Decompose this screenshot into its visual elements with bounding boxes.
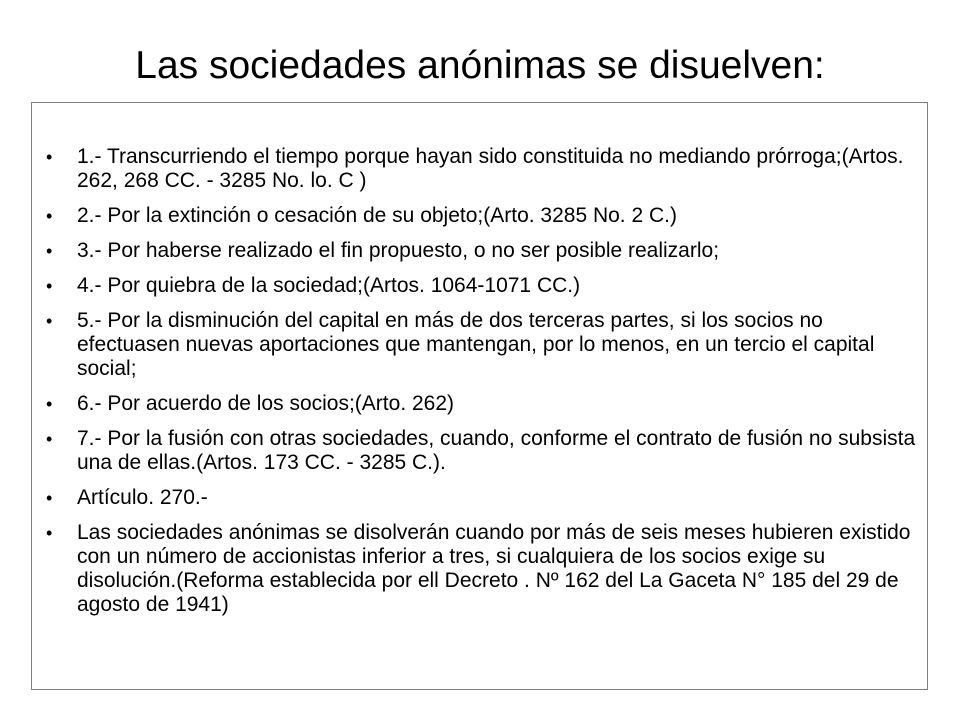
bullet-dot: • [46,276,53,296]
list-item-text: 2.- Por la extinción o cesación de su objeto;(Arto. 3285 No. 2 C.) [77,204,677,227]
list-item-text: 5.- Por la disminución del capital en más de dos terceras partes, si los socios no efectuasen nuevas aportaciones que mantengan, por lo menos, en un tercio el capital social; [77,309,875,380]
list-item [45,239,917,263]
list-item [45,309,917,381]
list-item [45,274,917,298]
bullet-dot: • [46,488,53,508]
bullet-dot: • [46,241,53,261]
list-item-text: 6.- Por acuerdo de los socios;(Arto. 262) [77,392,455,415]
list-item-text: 1.- Transcurriendo el tiempo porque hayan sido constituida no mediando prórroga;(Artos. 262, 268 CC. - 3285 No. lo. C ) [77,145,904,192]
bullet-dot: • [46,429,53,449]
list-item-text: 7.- Por la fusión con otras sociedades, cuando, conforme el contrato de fusión no subsista una de ellas.(Artos. 173 CC. - 3285 C.). [77,427,916,474]
bullet-dot: • [46,311,53,331]
list-item [45,486,917,510]
list-item [45,145,917,193]
content-box [31,102,928,690]
list-item [45,392,917,416]
list-item [45,204,917,228]
list-item [45,521,917,617]
list-item [45,427,917,475]
bullet-list [45,145,917,628]
slide-title: Las sociedades anónimas se disuelven: [135,44,825,87]
bullet-dot: • [46,394,53,414]
list-item-text: Las sociedades anónimas se disolverán cuando por más de seis meses hubieren existido con un número de accionistas inferior a tres, si cualquiera de los socios exige su disolución.(Reforma establecida por ell Decreto . Nº 162 del La Gaceta N° 185 del 29 de agosto de 1941) [77,521,911,616]
bullet-dot: • [46,206,53,226]
list-item-text: 3.- Por haberse realizado el fin propuesto, o no ser posible realizarlo; [77,239,720,262]
bullet-dot: • [46,147,53,167]
list-item-text: 4.- Por quiebra de la sociedad;(Artos. 1064-1071 CC.) [77,274,581,297]
bullet-dot: • [46,523,53,543]
list-item-text: Artículo. 270.- [77,486,208,509]
